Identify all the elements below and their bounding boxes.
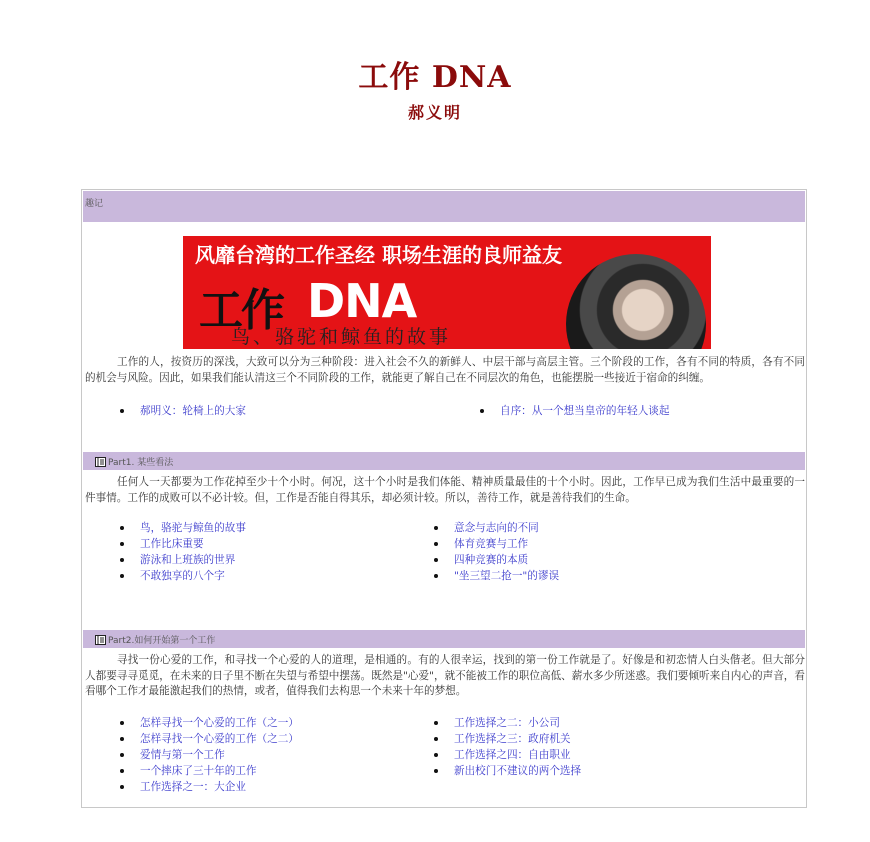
part1-heading: Part1. 某些看法: [108, 458, 174, 468]
banner-subtitle: 鸟、骆驼和鲸鱼的故事: [231, 326, 452, 348]
document-author: 郝义明: [407, 103, 462, 122]
toc-link[interactable]: 工作选择之三：政府机关: [428, 731, 581, 747]
banner-top-text: 风靡台湾的工作圣经 职场生涯的良师益友: [195, 243, 562, 267]
content-frame: [81, 189, 807, 808]
toc-link[interactable]: 一个摔床了三十年的工作: [114, 763, 299, 779]
part2-links-left: [114, 715, 299, 795]
toc-link[interactable]: 新出校门不建议的两个选择: [428, 763, 581, 779]
part1-links-left: [114, 520, 246, 584]
intro-paragraph: 工作的人，按资历的深浅，大致可以分为三种阶段：进入社会不久的新鲜人、中层干部与高层主管。三个阶段的工作，各有不同的特质，各有不同的机会与风险。因此，如果我们能认清这三个不同阶段的工作，就能更了解自己在不同层次的角色，也能摆脱一些接近于宿命的纠缠。: [85, 356, 805, 384]
toc-link[interactable]: 四种竞赛的本质: [428, 552, 559, 568]
banner-title-white: DNA: [307, 274, 417, 328]
toc-link[interactable]: 不敢独享的八个字: [114, 568, 246, 584]
part1-links-right: [428, 520, 559, 584]
toc-link[interactable]: 游泳和上班族的世界: [114, 552, 246, 568]
banner-title: [189, 274, 519, 336]
intro-links-right: [474, 403, 670, 419]
part2-heading: Part2.如何开始第一个工作: [108, 636, 216, 646]
intro-links-left: [114, 403, 246, 419]
part1-paragraph: 任何人一天都要为工作花掉至少十个小时。何况，这十个小时是我们体能、精神质量最佳的十个小时。因此，工作早已成为我们生活中最重要的一件事情。工作的成败可以不必计较。但，工作是否能自得其乐，却必须计较。所以，善待工作，就是善待我们的生命。: [85, 476, 805, 504]
toc-link[interactable]: 怎样寻找一个心爱的工作（之二）: [114, 731, 299, 747]
toc-link[interactable]: 工作比床重要: [114, 536, 246, 552]
toc-link[interactable]: 自序：从一个想当皇帝的年轻人谈起: [474, 403, 670, 419]
author-portrait: [566, 254, 706, 349]
toc-link[interactable]: "坐三望二抢一"的谬误: [428, 568, 559, 584]
part1-heading-bar: [83, 452, 805, 470]
toc-link[interactable]: 郝明义：轮椅上的大家: [114, 403, 246, 419]
toc-link[interactable]: 爱情与第一个工作: [114, 747, 299, 763]
part2-heading-bar: [83, 630, 805, 648]
part2-links-right: [428, 715, 581, 779]
book-banner: [183, 236, 711, 349]
toc-link[interactable]: 工作选择之二：小公司: [428, 715, 581, 731]
book-icon: [95, 635, 106, 645]
toc-link[interactable]: 意念与志向的不同: [428, 520, 559, 536]
toc-link[interactable]: 体育竞赛与工作: [428, 536, 559, 552]
toc-link[interactable]: 鸟，骆驼与鲸鱼的故事: [114, 520, 246, 536]
toc-link[interactable]: 工作选择之四：自由职业: [428, 747, 581, 763]
notes-bar: 趣记: [83, 191, 805, 222]
document-title: 工作 DNA: [358, 60, 512, 95]
banner-title-black: 工作: [199, 285, 283, 336]
toc-link[interactable]: 怎样寻找一个心爱的工作（之一）: [114, 715, 299, 731]
toc-link[interactable]: 工作选择之一：大企业: [114, 779, 299, 795]
part2-paragraph: 寻找一份心爱的工作，和寻找一个心爱的人的道理，是相通的。有的人很幸运，找到的第一份工作就是了。好像是和初恋情人白头偕老。但大部分人都要寻寻觅觅，在未来的日子里不断在失望与希望中摆荡。既然是"心爱"，就不能被工作的职位高低、薪水多少所迷惑。我们要倾听来自内心的声音，看看哪个工作才最能激起我们的热情，或者，值得我们去构思一个未来十年的梦想。: [85, 654, 805, 697]
book-icon: [95, 457, 106, 467]
